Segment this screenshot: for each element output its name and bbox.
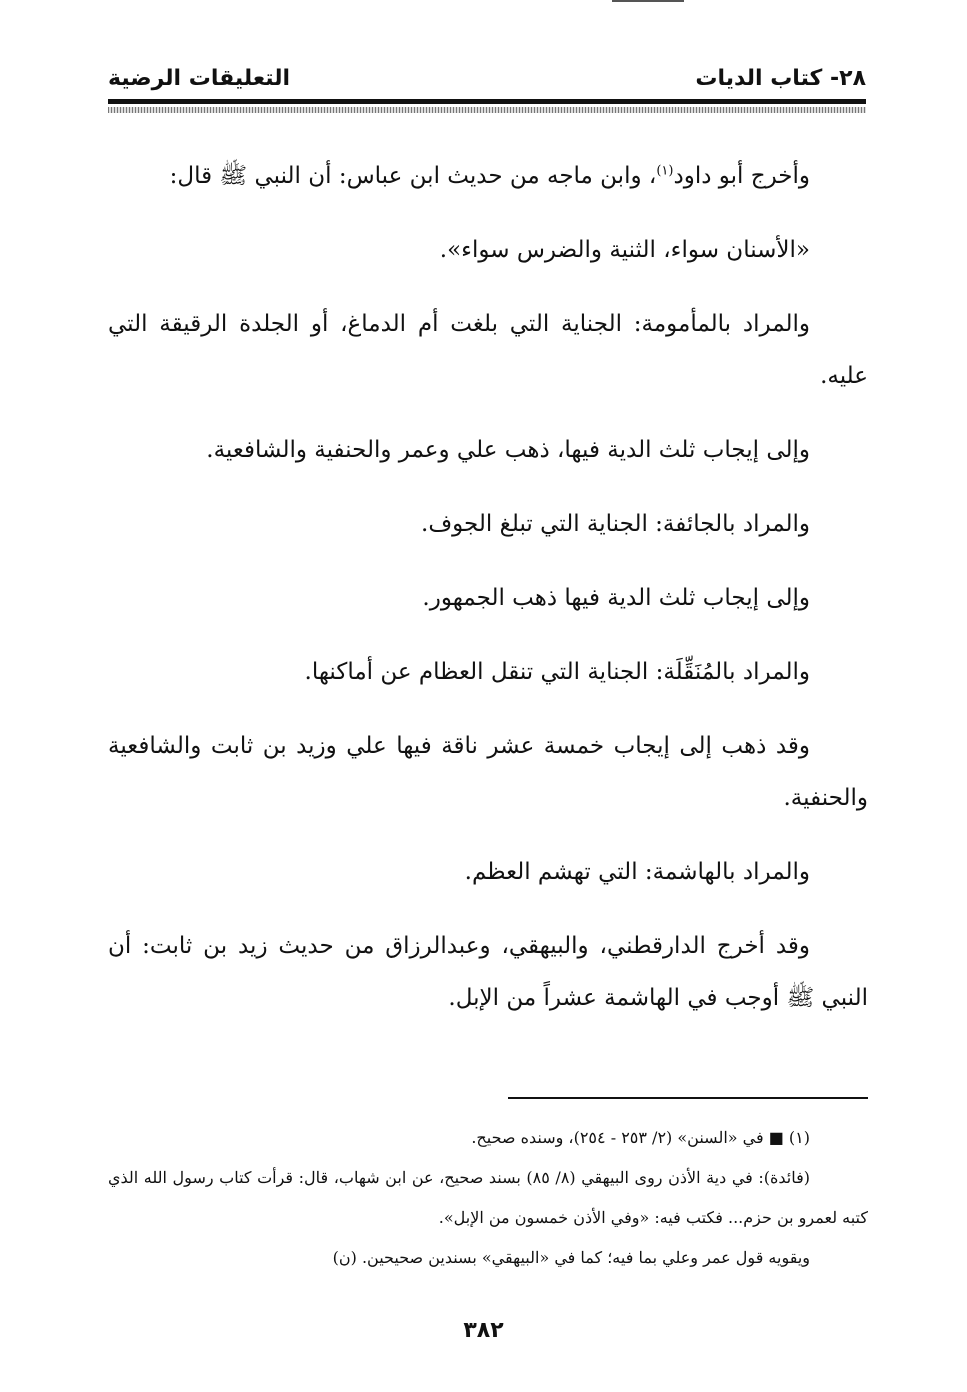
header-rule <box>108 99 866 104</box>
main-text <box>108 150 868 1046</box>
paragraph-mamuma: والمراد بالمأمومة: الجناية التي بلغت أم الدماغ، أو الجلدة الرقيقة التي عليه. <box>108 311 868 389</box>
page-number: ٣٨٢ <box>463 1318 504 1343</box>
chapter-title: ٢٨- كتاب الديات <box>695 66 866 91</box>
footnote-reference: (١) <box>656 163 674 179</box>
paragraph-jaifa: والمراد بالجائفة: الجناية التي تبلغ الجوف. <box>421 511 810 537</box>
paragraph-text: ، وابن ماجه من حديث ابن عباس: أن النبي ﷺ قال: <box>169 163 657 189</box>
book-title: التعليقات الرضية <box>108 66 291 91</box>
footnote-separator <box>508 1097 868 1099</box>
paragraph-munaqqila-ruling: وقد ذهب إلى إيجاب خمسة عشر ناقة فيها علي وزيد بن ثابت والشافعية والحنفية. <box>108 733 868 811</box>
footnote-benefit: (فائدة): في دية الأذن روى البيهقي (٨/ ٨٥) بسند صحيح، عن ابن شهاب، قال: قرأت كتاب رسول الله الذي كتبه لعمرو بن حزم... فكتب فيه: «وفي الأذن خمسون من الإبل». <box>108 1168 868 1227</box>
paragraph-abu-dawud <box>108 150 868 202</box>
paragraph-munaqqila: والمراد بالمُنَقِّلَة: الجناية التي تنقل العظام عن أماكنها. <box>304 659 810 685</box>
paragraph-jaifa-ruling: وإلى إيجاب ثلث الدية فيها ذهب الجمهور. <box>422 585 810 611</box>
paragraph-text: وأخرج أبو داود <box>673 163 810 189</box>
footnote-support: ويقويه قول عمر وعلي بما فيه؛ كما في «البيهقي» بسندين صحيحين. (ن) <box>332 1248 810 1267</box>
footnote-1: (١) ■ في «السنن» (٢/ ٢٥٣ - ٢٥٤)، وسنده صحيح. <box>471 1128 810 1147</box>
header-rule-texture <box>108 107 866 113</box>
footnotes <box>108 1118 868 1278</box>
top-edge-mark <box>612 0 684 2</box>
paragraph-hashima-ruling: وقد أخرج الدارقطني، والبيهقي، وعبدالرزاق من حديث زيد بن ثابت: أن النبي ﷺ أوجب في الهاشمة عشراً من الإبل. <box>108 933 868 1011</box>
paragraph-mamuma-ruling: وإلى إيجاب ثلث الدية فيها، ذهب علي وعمر والحنفية والشافعية. <box>206 437 810 463</box>
running-header <box>108 64 866 104</box>
paragraph-hadith-quote: «الأسنان سواء، الثنية والضرس سواء». <box>439 237 810 263</box>
paragraph-hashima: والمراد بالهاشمة: التي تهشم العظم. <box>464 859 810 885</box>
